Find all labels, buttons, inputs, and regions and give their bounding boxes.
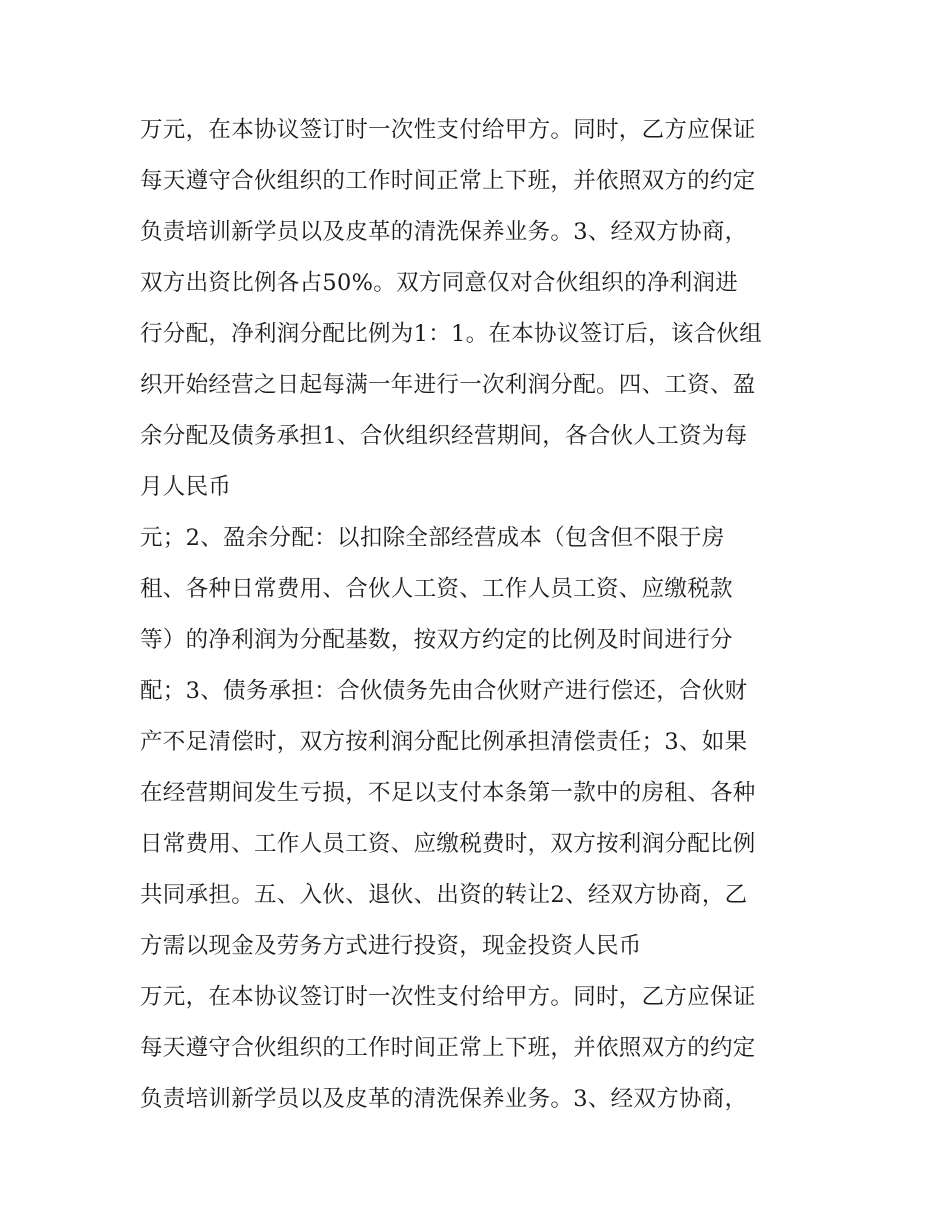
text-line: 产不足清偿时，双方按利润分配比例承担清偿责任；3、如果: [140, 729, 748, 755]
text-line: 元；2、盈余分配：以扣除全部经营成本（包含但不限于房: [140, 525, 725, 551]
text-line: 万元，在本协议签订时一次性支付给甲方。同时，乙方应保证: [140, 117, 756, 143]
text-line: 日常费用、工作人员工资、应缴税费时，双方按利润分配比例: [140, 831, 756, 857]
text-line: 行分配，净利润分配比例为1：1。在本协议签订后，该合伙组: [140, 321, 763, 347]
text-line: 负责培训新学员以及皮革的清洗保养业务。3、经双方协商，: [140, 219, 748, 245]
text-line: 每天遵守合伙组织的工作时间正常上下班，并依照双方的约定: [140, 168, 756, 194]
text-line: 方需以现金及劳务方式进行投资，现金投资人民币: [140, 933, 642, 959]
document-body: [140, 105, 830, 1125]
text-line: 共同承担。五、入伙、退伙、出资的转让2、经双方协商，乙: [140, 882, 748, 908]
text-line: 织开始经营之日起每满一年进行一次利润分配。四、工资、盈: [140, 372, 756, 398]
text-line: 等）的净利润为分配基数，按双方约定的比例及时间进行分: [140, 627, 733, 653]
text-line: 每天遵守合伙组织的工作时间正常上下班，并依照双方的约定: [140, 1035, 756, 1061]
text-line: 租、各种日常费用、合伙人工资、工作人员工资、应缴税款: [140, 576, 733, 602]
text-line: 在经营期间发生亏损，不足以支付本条第一款中的房租、各种: [140, 780, 756, 806]
text-line: 双方出资比例各占50%。双方同意仅对合伙组织的净利润进: [140, 270, 739, 296]
text-line: 月人民币: [140, 474, 232, 500]
text-line: 负责培训新学员以及皮革的清洗保养业务。3、经双方协商，: [140, 1086, 748, 1112]
text-line: 万元，在本协议签订时一次性支付给甲方。同时，乙方应保证: [140, 984, 756, 1010]
text-line: 余分配及债务承担1、合伙组织经营期间，各合伙人工资为每: [140, 423, 748, 449]
text-line: 配；3、债务承担：合伙债务先由合伙财产进行偿还，合伙财: [140, 678, 748, 704]
